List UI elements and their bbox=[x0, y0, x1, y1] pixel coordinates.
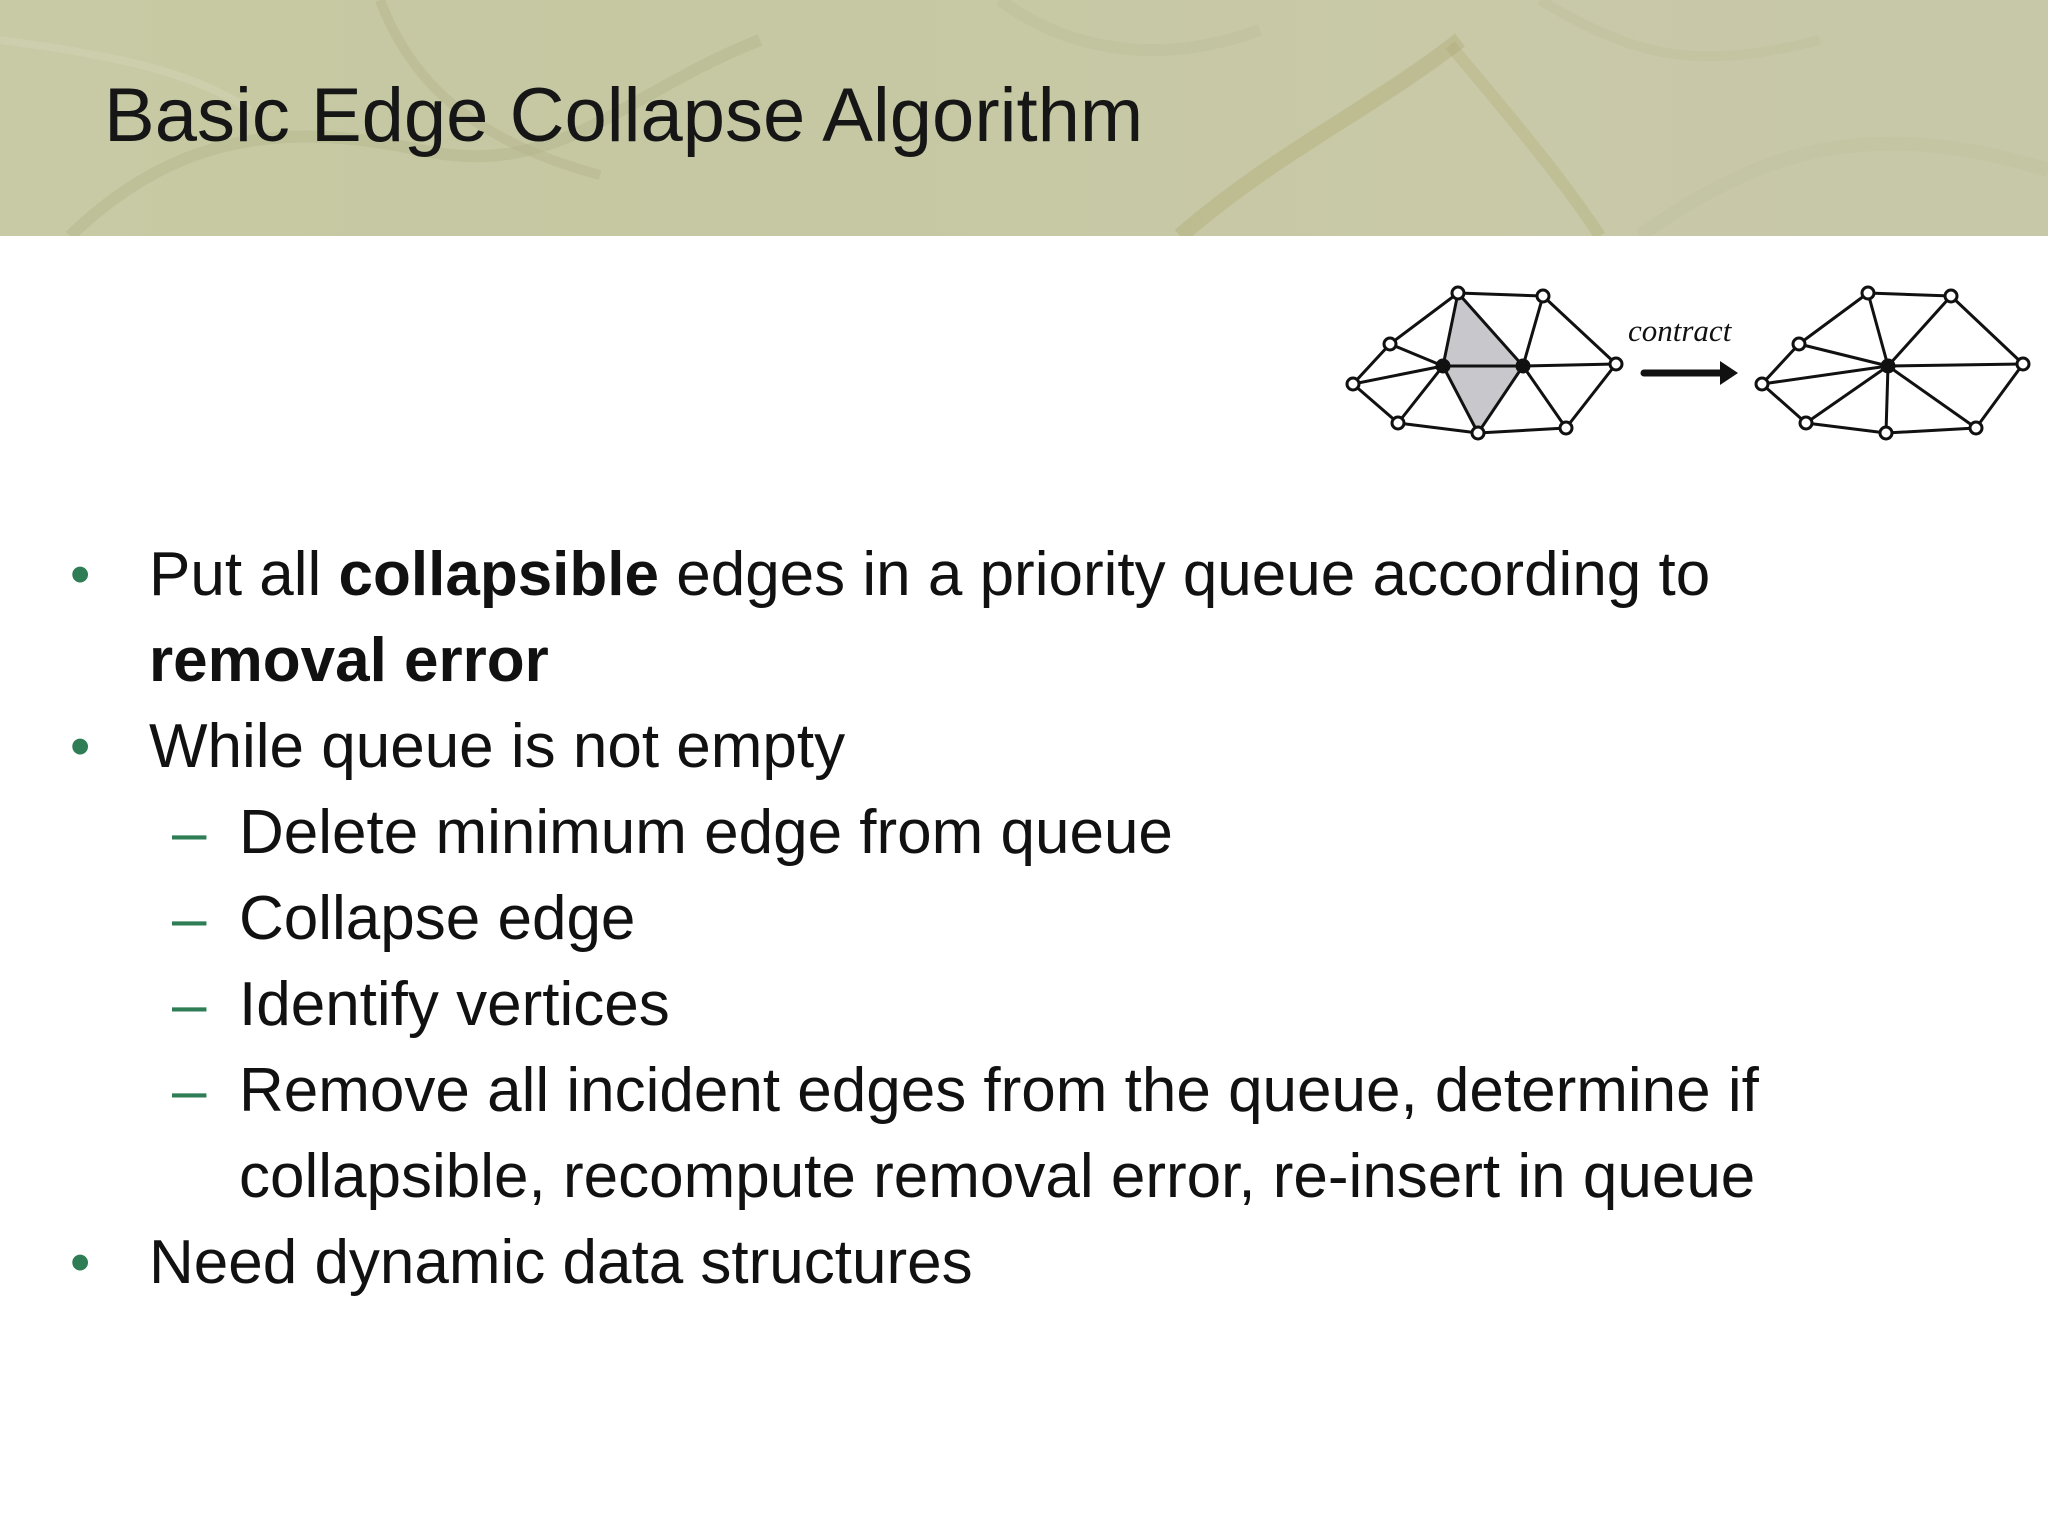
slide-body bbox=[0, 532, 2048, 1306]
mesh-after-contraction bbox=[1756, 287, 2029, 439]
dash-marker-icon: – bbox=[172, 1056, 207, 1125]
sub-bullet-continuation bbox=[0, 1134, 2048, 1220]
contract-arrow bbox=[1628, 313, 1738, 385]
dash-marker-icon: – bbox=[172, 798, 207, 867]
bullet-continuation bbox=[0, 618, 2048, 704]
dash-marker-icon: – bbox=[172, 970, 207, 1039]
dash-marker-icon: – bbox=[172, 884, 207, 953]
bullet-item bbox=[0, 704, 2048, 790]
edge-collapse-figure bbox=[1338, 278, 2038, 453]
sub-bullet-text: Remove all incident edges from the queue, determine if bbox=[239, 1056, 1759, 1125]
sub-bullet-item bbox=[0, 1048, 2048, 1134]
sub-bullet-text: Collapse edge bbox=[239, 884, 636, 953]
bullet-item bbox=[0, 532, 2048, 618]
slide-title: Basic Edge Collapse Algorithm bbox=[104, 73, 1144, 158]
sub-bullet-text: collapsible, recompute removal error, re-insert in queue bbox=[239, 1142, 1756, 1211]
contract-label: contract bbox=[1628, 313, 1732, 348]
sub-bullet-item bbox=[0, 790, 2048, 876]
mesh-before-contraction bbox=[1347, 287, 1622, 439]
bullet-marker-icon: • bbox=[70, 1230, 91, 1295]
slide-header bbox=[0, 0, 2048, 236]
bullet-item bbox=[0, 1220, 2048, 1306]
bullet-marker-icon: • bbox=[70, 542, 91, 607]
bullet-bold-term: removal error bbox=[149, 626, 549, 695]
sub-bullet-item bbox=[0, 962, 2048, 1048]
bullet-text: While queue is not empty bbox=[149, 712, 846, 781]
sub-bullet-text: Delete minimum edge from queue bbox=[239, 798, 1173, 867]
sub-bullet-item bbox=[0, 876, 2048, 962]
bullet-bold-term: collapsible bbox=[338, 540, 659, 609]
bullet-text: Need dynamic data structures bbox=[149, 1228, 973, 1297]
bullet-text-part: edges in a priority queue according to bbox=[659, 540, 1711, 609]
bullet-text-part: Put all bbox=[149, 540, 339, 609]
bullet-marker-icon: • bbox=[70, 714, 91, 779]
sub-bullet-text: Identify vertices bbox=[239, 970, 670, 1039]
